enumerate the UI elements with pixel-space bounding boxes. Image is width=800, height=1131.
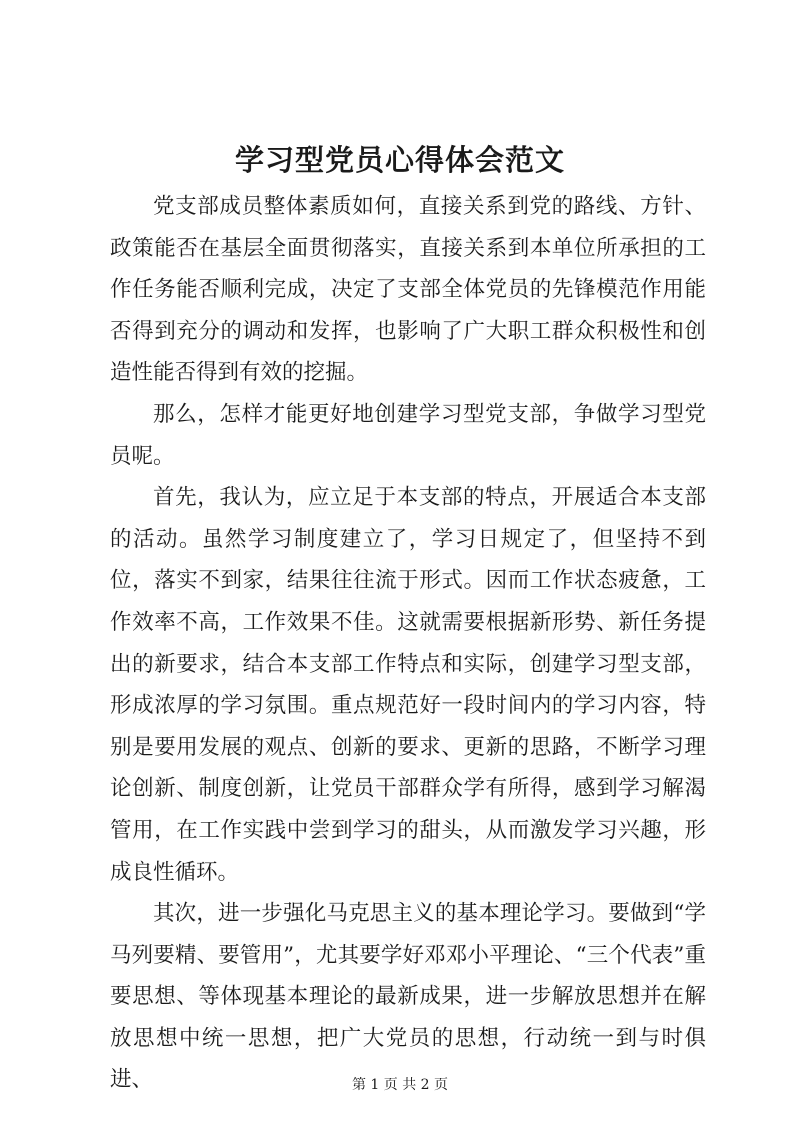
page-number-footer: 第 1 页 共 2 页 bbox=[351, 1077, 449, 1093]
paragraph-2: 那么，怎样才能更好地创建学习型党支部，争做学习型党员呢。 bbox=[110, 401, 706, 469]
paragraph-1: 党支部成员整体素质如何，直接关系到党的路线、方针、政策能否在基层全面贯彻落实，直接关系到本单位所承担的工作任务能否顺利完成，决定了支部全体党员的先锋模范作用能否得到充分的调动和发挥，也影响了广大职工群众积极性和创造性能否得到有效的挖掘。 bbox=[110, 194, 706, 386]
paragraph-3: 首先，我认为，应立足于本支部的特点，开展适合本支部的活动。虽然学习制度建立了，学习日规定了，但坚持不到位，落实不到家，结果往往流于形式。因而工作状态疲惫，工作效率不高，工作效果不佳。这就需要根据新形势、新任务提出的新要求，结合本支部工作特点和实际，创建学习型支部，形成浓厚的学习氛围。重点规范好一段时间内的学习内容，特别是要用发展的观点、创新的要求、更新的思路，不断学习理论创新、制度创新，让党员干部群众学有所得，感到学习解渴管用，在工作实践中尝到学习的甜头，从而激发学习兴趣，形成良性循环。 bbox=[110, 485, 706, 885]
document-body bbox=[110, 186, 706, 1101]
page-title: 学习型党员心得体会范文 bbox=[234, 143, 565, 177]
paragraph-4: 其次，进一步强化马克思主义的基本理论学习。要做到“学马列要精、要管用”，尤其要学好邓邓小平理论、“三个代表”重要思想、等体现基本理论的最新成果，进一步解放思想并在解放思想中统一思想，把广大党员的思想，行动统一到与时俱进、 bbox=[110, 901, 706, 1093]
